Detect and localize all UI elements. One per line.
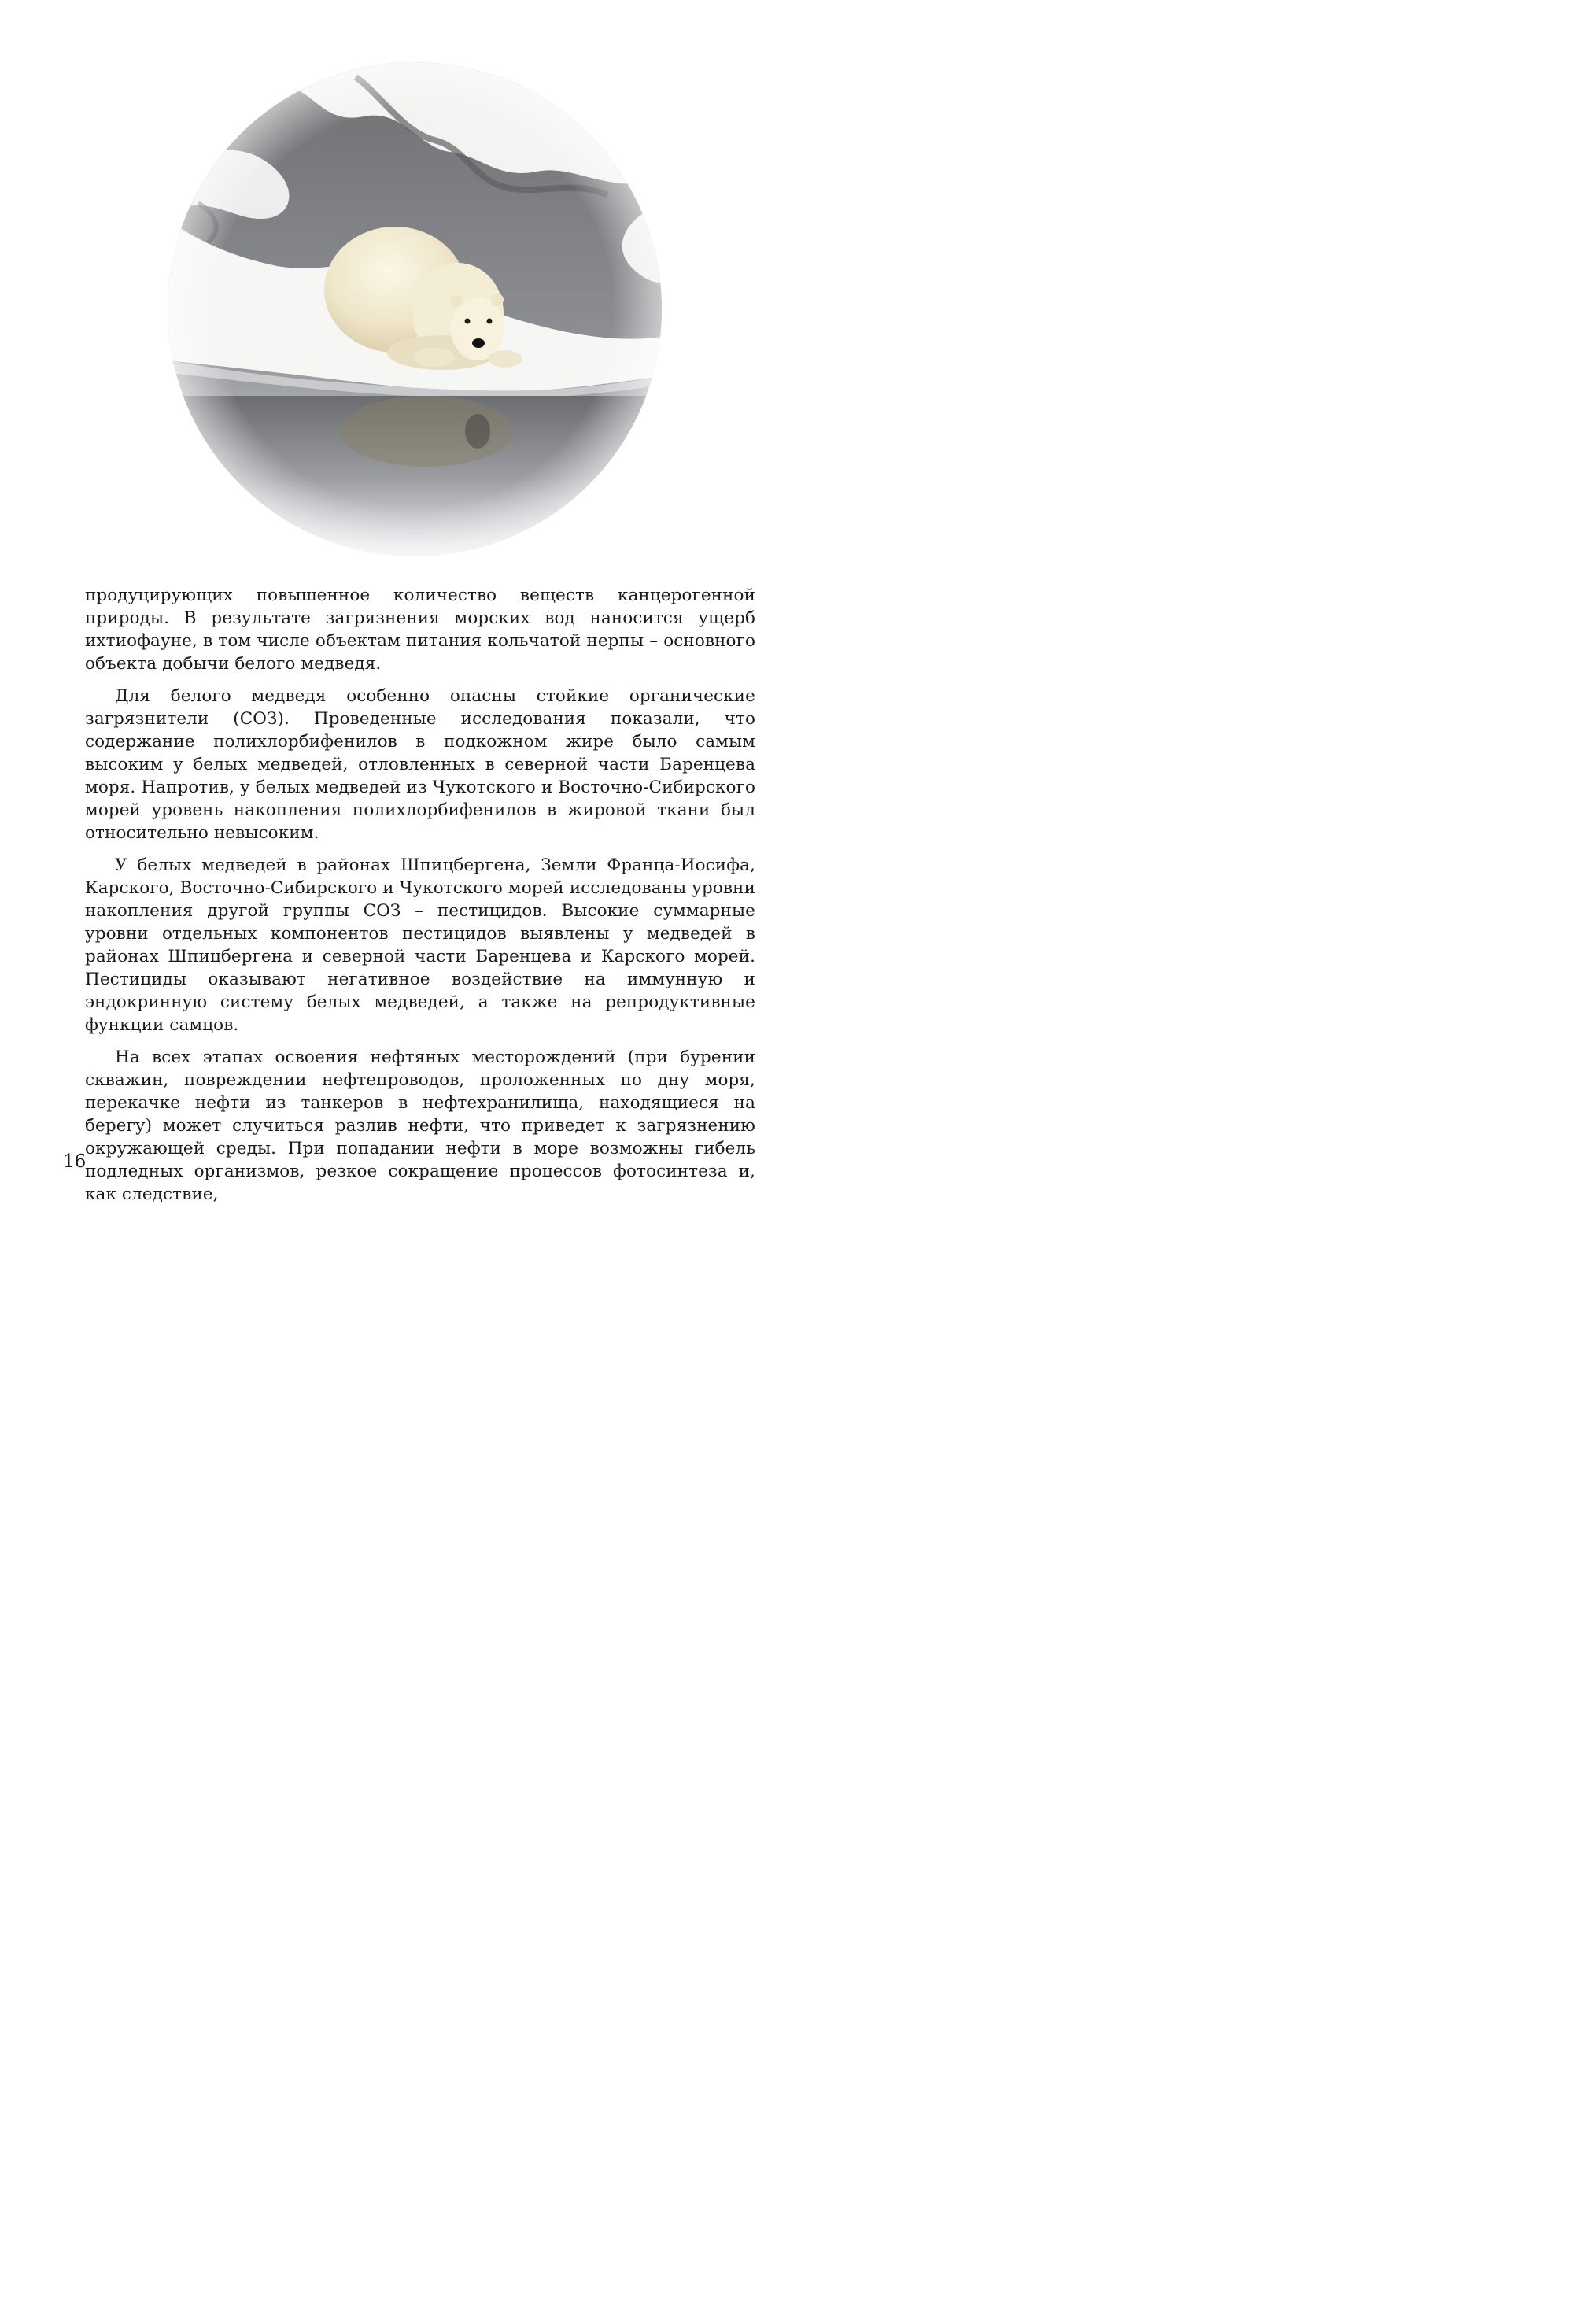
paragraph-2: Для белого медведя особенно опасны стойкие органические загрязнители (СОЗ). Проведенные исследования показали, что содержание полихлорбифенилов в подкожном жире было самым высоким у белых медведей, отловленных в северной части Баренцева моря. Напротив, у белых медведей из Чукотского и Восточно-Сибирского морей уровень накопления полихлорбифенилов в жировой ткани был относительно невысоким. xyxy=(85,686,755,843)
paragraph-4: На всех этапах освоения нефтяных месторождений (при бурении скважин, повреждении нефтепроводов, проложенных по дну моря, перекачке нефти из танкеров в нефтехранилища, находящиеся на берегу) может случиться разлив нефти, что приведет к загрязнению окружающей среды. При попадании нефти в море возможны гибель подледных организмов, резкое сокращение процессов фотосинтеза и, как следствие, xyxy=(85,1047,755,1204)
paragraph-1: продуцирующих повышенное количество веществ канцерогенной природы. В результате загрязнения морских вод наносится ущерб ихтиофауне, в том числе объектам питания кольчатой нерпы – основного объекта добычи белого медведя. xyxy=(85,586,755,674)
page-number: 16 xyxy=(63,1151,87,1172)
paragraph-3: У белых медведей в районах Шпицбергена, Земли Франца-Иосифа, Карского, Восточно-Сибирского и Чукотского морей исследованы уровни накопления другой группы СОЗ – пестицидов. Высокие суммарные уровни отдельных компонентов пестицидов выявлены у медведей в районах Шпицбергена и северной части Баренцева и Карского морей. Пестициды оказывают негативное воздействие на иммунную и эндокринную систему белых медведей, а также на репродуктивные функции самцов. xyxy=(85,855,755,1035)
polar-bear-photo xyxy=(167,61,663,557)
body-text xyxy=(85,584,755,1206)
